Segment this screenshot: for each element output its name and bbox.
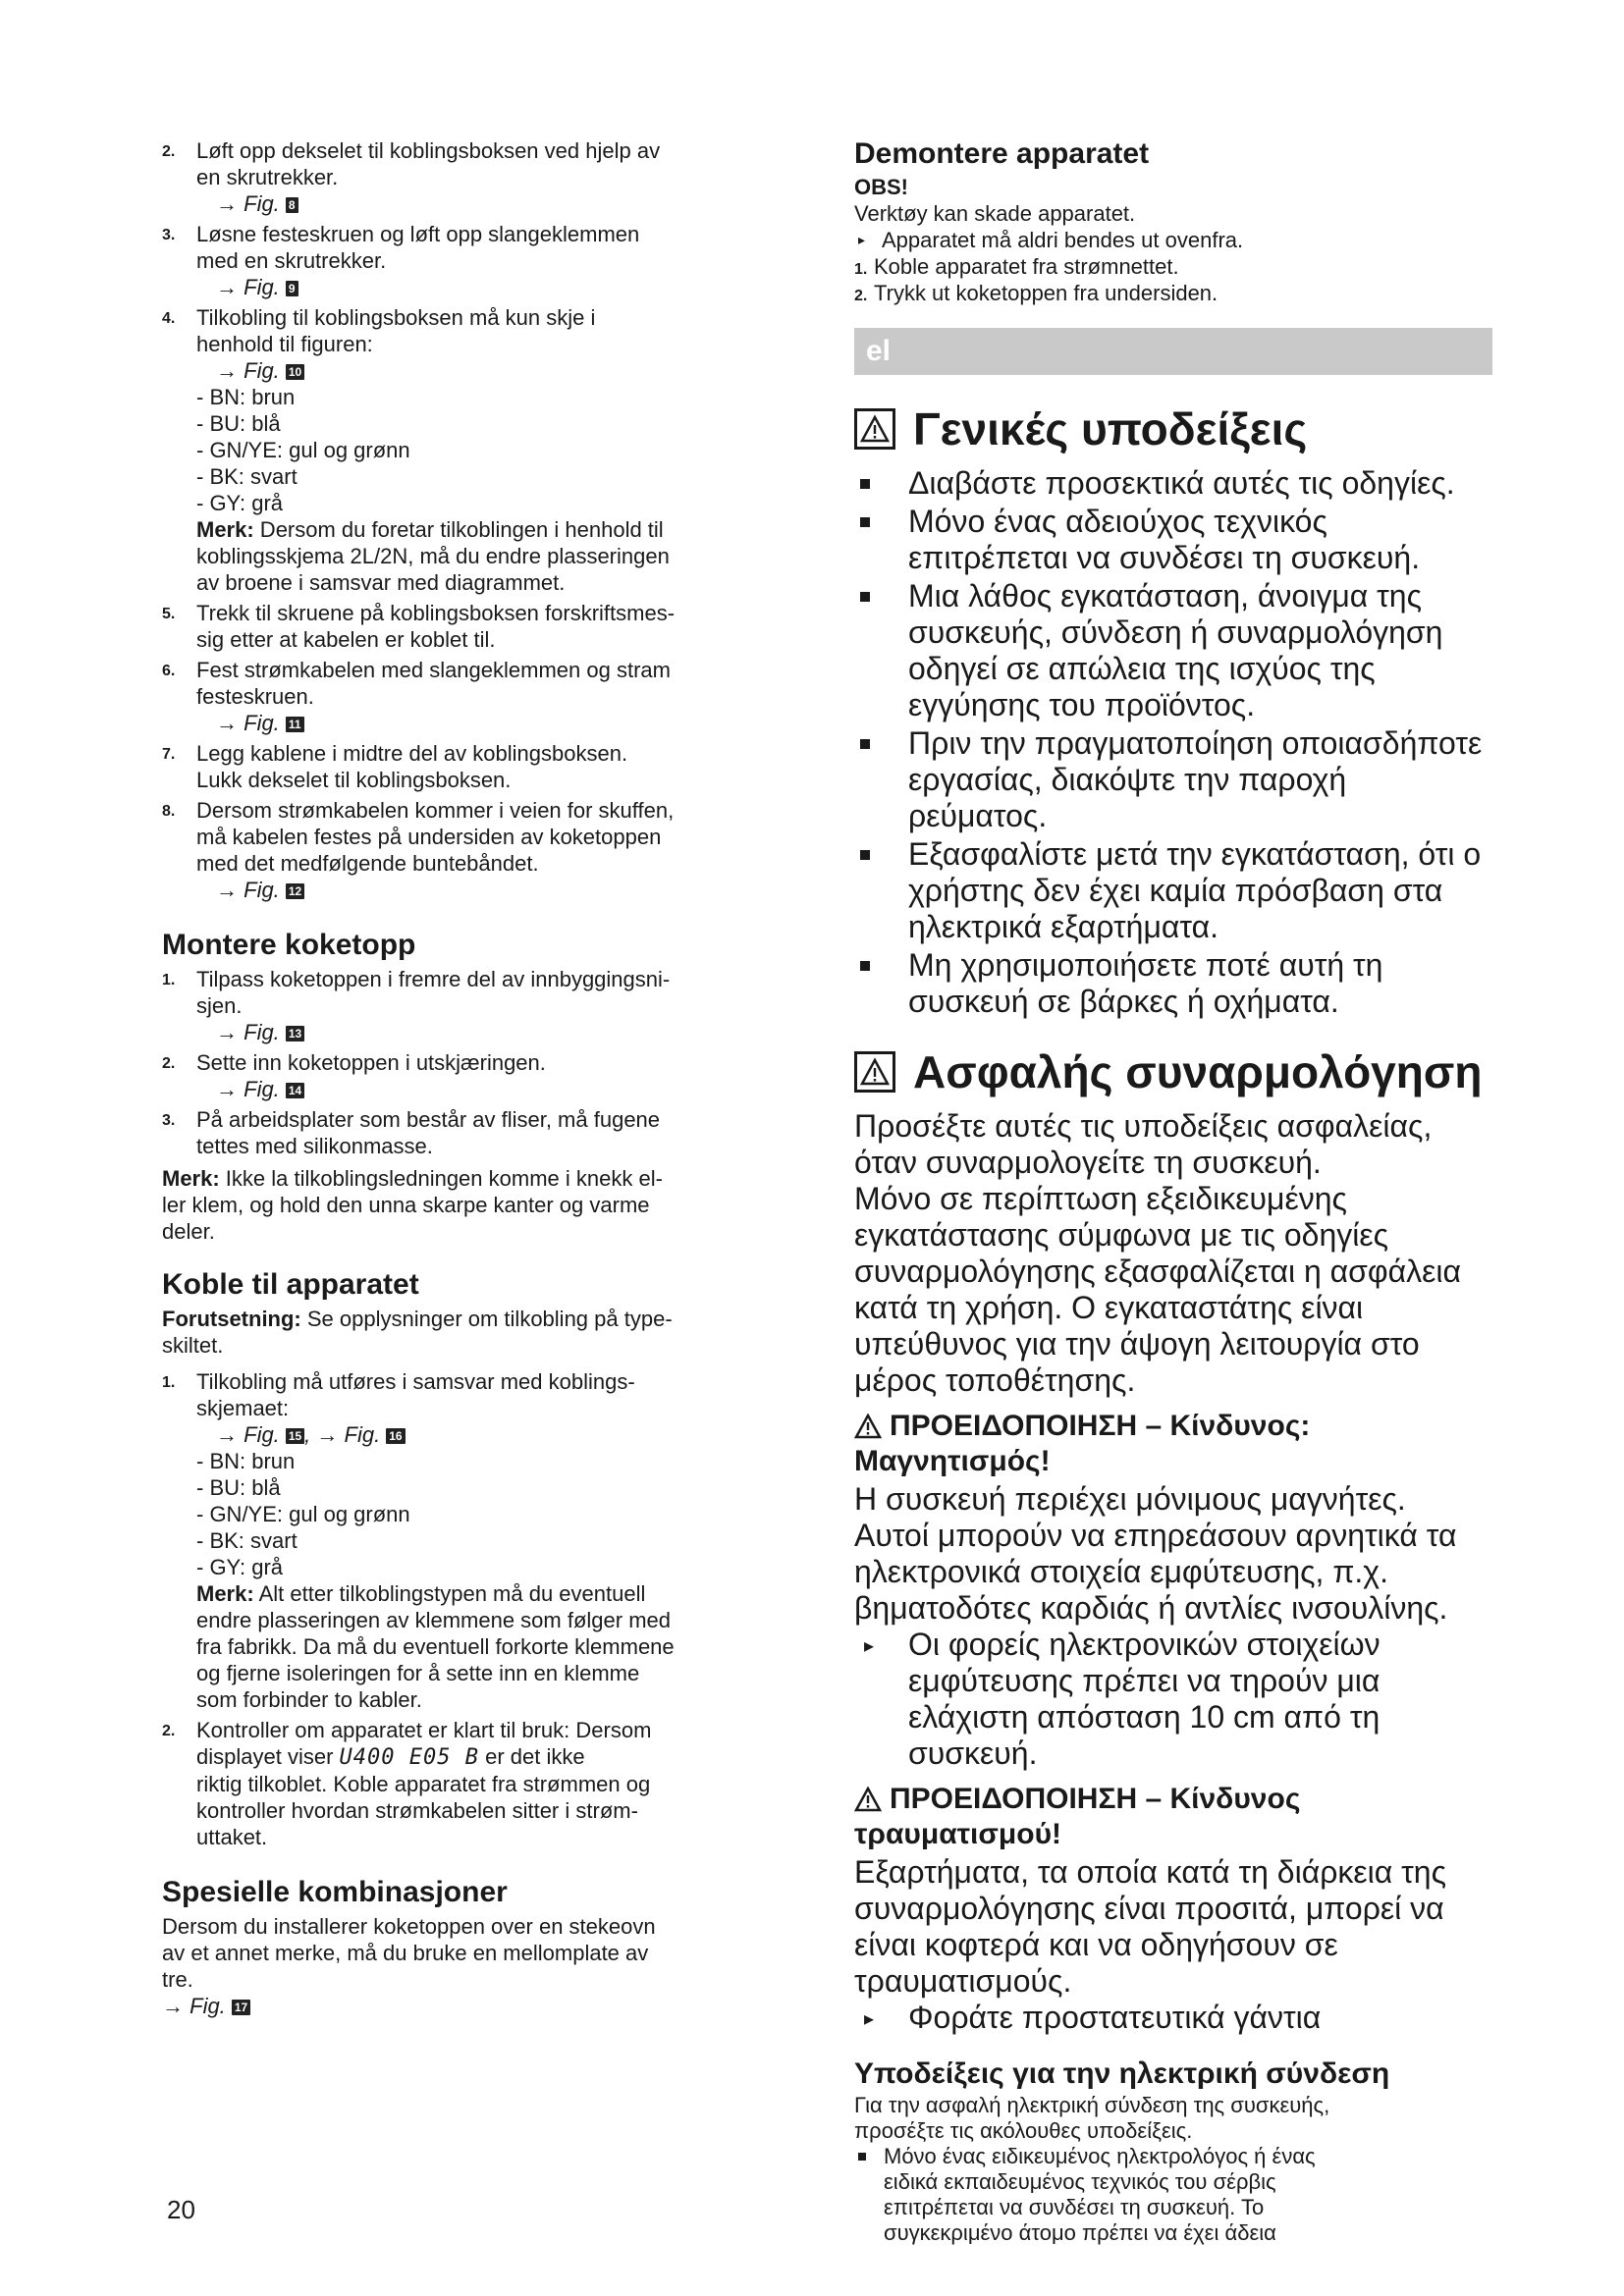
warning-heading	[854, 1782, 1492, 1852]
note-text-line: og fjerne isoleringen for å sette inn en klemme	[196, 1661, 640, 1685]
arrow-icon: →	[216, 711, 244, 735]
display-code: U400	[339, 1745, 409, 1770]
step-text-line: Legg kablene i midtre del av koblingsboksen.	[196, 741, 628, 766]
step-text-line: Fest strømkabelen med slangeklemmen og stram	[196, 658, 671, 682]
paragraph-line: Μόνο σε περίπτωση εξειδικευμένης	[854, 1181, 1347, 1216]
warning-heading-text: τραυματισμού!	[854, 1818, 1062, 1850]
list-item-line: συσκευή σε βάρκες ή οχήματα.	[908, 984, 1339, 1019]
note-label: Merk:	[162, 1166, 220, 1191]
paragraph-line: Για την ασφαλή ηλεκτρική σύνδεση της συσκευής,	[854, 2093, 1330, 2117]
section-paragraph	[854, 1108, 1492, 1399]
list-item-line: ειδικά εκπαιδευμένος τεχνικός του σέρβις	[884, 2169, 1276, 2194]
step-text: Trykk ut koketoppen fra undersiden.	[874, 281, 1218, 305]
paragraph-line: μέρος τοποθέτησης.	[854, 1362, 1136, 1398]
figure-number-badge: 11	[286, 717, 304, 732]
step-number: 1.	[162, 1374, 176, 1391]
step-text-line: Tilkobling til koblingsboksen må kun skje i	[196, 305, 596, 330]
step-text-line: med en skrutrekker.	[196, 248, 387, 273]
note	[162, 1165, 790, 1245]
step-text-line: Løsne festeskruen og løft opp slangeklemmen	[196, 222, 640, 246]
list-item-line: ηλεκτρικά εξαρτήματα.	[908, 909, 1218, 944]
note-text-line: deler.	[162, 1219, 215, 1244]
step-text-line: henhold til figuren:	[196, 332, 373, 356]
right-column	[854, 137, 1492, 2246]
figure-number-badge: 14	[286, 1083, 304, 1098]
bullet-list	[854, 465, 1492, 1020]
figure-number-badge: 12	[286, 883, 304, 899]
figure-label: Fig.	[244, 1020, 280, 1044]
step-number: 3.	[162, 227, 176, 243]
list-item	[854, 465, 1492, 502]
instruction-item	[854, 1627, 1492, 1772]
list-item-line: Πριν την πραγματοποίηση οποιασδήποτε	[908, 725, 1483, 761]
step-text-line: Løft opp dekselet til koblingsboksen ved hjelp av	[196, 138, 661, 163]
step-text: displayet viser	[196, 1744, 340, 1769]
paragraph-line: προσέξτε τις ακόλουθες υποδείξεις.	[854, 2118, 1193, 2143]
figure-reference	[196, 357, 790, 384]
figure-number-badge: 9	[286, 281, 298, 296]
triangle-bullet-icon: ▸	[864, 2008, 875, 2030]
list-item-line: εργασίας, διακόψτε την παροχή ρεύματος.	[908, 762, 1347, 833]
numbered-step	[162, 304, 790, 596]
step-text-line	[196, 1743, 790, 1771]
step-number: 2.	[162, 1723, 176, 1739]
figure-number-badge: 15	[286, 1428, 304, 1444]
numbered-step	[162, 600, 790, 653]
step-number: 6.	[162, 663, 176, 679]
warning-body-line: είναι κοφτερά και να οδηγήσουν σε	[854, 1927, 1338, 1962]
section-heading: Montere koketopp	[162, 929, 416, 961]
wire-color-item: - BU: blå	[196, 411, 281, 436]
arrow-icon: →	[216, 878, 244, 902]
step-text-line: uttaket.	[196, 1825, 268, 1849]
spacer	[162, 1359, 790, 1368]
arrow-icon: →	[216, 1422, 244, 1447]
instruction-line: Οι φορείς ηλεκτρονικών στοιχείων	[908, 1627, 1380, 1662]
wire-color-item: - GY: grå	[196, 1555, 284, 1579]
square-bullet-icon	[858, 2153, 866, 2161]
warning-icon	[854, 1051, 895, 1093]
triangle-bullet-icon: ▸	[858, 232, 866, 247]
prerequisite-label: Forutsetning:	[162, 1307, 301, 1331]
step-text-line: Trekk til skruene på koblingsboksen forskriftsmes-	[196, 601, 676, 625]
figure-reference	[196, 1076, 790, 1102]
wire-color-item: - BU: blå	[196, 1475, 281, 1500]
warning-triangle-icon	[854, 1783, 890, 1815]
figure-number-badge: 13	[286, 1026, 304, 1041]
square-bullet-icon	[860, 479, 870, 489]
warning-body-line: Αυτοί μπορούν να επηρεάσουν αρνητικά τα	[854, 1518, 1457, 1553]
figure-label: Fig.	[244, 1422, 280, 1447]
arrow-icon: →	[216, 1077, 244, 1101]
left-column	[162, 137, 790, 2019]
warning-triangle-icon	[854, 1410, 890, 1442]
numbered-step	[162, 1106, 790, 1159]
square-bullet-icon	[860, 592, 870, 602]
numbered-step	[162, 1049, 790, 1102]
wire-color-item: - GY: grå	[196, 491, 284, 515]
step-text-line: sjen.	[196, 993, 243, 1018]
note-text-line: Ikke la tilkoblingsledningen komme i knekk el-	[219, 1166, 663, 1191]
numbered-step	[162, 137, 790, 217]
warning-body-line: συναρμολόγησης είναι προσιτά, μπορεί να	[854, 1891, 1444, 1926]
step-text: er det ikke	[478, 1744, 585, 1769]
step-text-line: skjemaet:	[196, 1396, 290, 1420]
paragraph-line: Dersom du installerer koketoppen over en stekeovn	[162, 1914, 656, 1939]
step-text-line: festeskruen.	[196, 684, 314, 709]
figure-label: Fig.	[244, 358, 280, 383]
figure-label: Fig.	[189, 1994, 226, 2018]
section-heading: Demontere apparatet	[854, 137, 1150, 170]
instruction-item	[854, 227, 1492, 253]
note	[196, 516, 790, 596]
list-item-line: Μόνο ένας αδειούχος τεχνικός	[908, 504, 1327, 539]
warning-heading-line	[854, 1817, 1492, 1852]
list-item-line: Μια λάθος εγκατάσταση, άνοιγμα της	[908, 578, 1422, 614]
bullet-list	[854, 2144, 1492, 2246]
step-text-line: må kabelen festes på undersiden av koketoppen	[196, 825, 662, 849]
step-number: 1.	[162, 972, 176, 988]
warning-icon	[854, 408, 895, 450]
step-text-line: riktig tilkoblet. Koble apparatet fra strømmen og	[196, 1772, 651, 1796]
figure-reference	[162, 1993, 790, 2019]
step-number: 2.	[854, 288, 868, 304]
wire-color-item: - GN/YE: gul og grønn	[196, 438, 410, 462]
numbered-step	[162, 657, 790, 736]
section-heading	[854, 402, 1492, 455]
paragraph-line: tre.	[162, 1967, 193, 1992]
figure-reference	[196, 877, 790, 903]
list-item	[854, 578, 1492, 723]
step-text-line: Dersom strømkabelen kommer i veien for skuffen,	[196, 798, 675, 823]
arrow-icon: →	[216, 275, 244, 299]
prerequisite	[162, 1306, 790, 1359]
warning-heading-text: Μαγνητισμός!	[854, 1445, 1051, 1477]
step-text-line: sig etter at kabelen er koblet til.	[196, 627, 496, 652]
wire-color-item: - BK: svart	[196, 1528, 298, 1553]
figure-number-badge: 17	[232, 2000, 250, 2015]
step-number: 8.	[162, 803, 176, 820]
section-paragraph	[162, 1913, 790, 2019]
figure-reference	[196, 710, 790, 736]
list-item-line: Διαβάστε προσεκτικά αυτές τις οδηγίες.	[908, 465, 1455, 501]
list-item-line: επιτρέπεται να συνδέσει τη συσκευή. Το	[884, 2195, 1265, 2219]
warning-heading-line	[854, 1409, 1492, 1444]
step-number: 3.	[162, 1112, 176, 1129]
note-text-line: fra fabrikk. Da må du eventuell forkorte klemmene	[196, 1634, 675, 1659]
section-heading: Υποδείξεις για την ηλεκτρική σύνδεση	[854, 2057, 1390, 2090]
numbered-step	[162, 221, 790, 300]
list-item-line: επιτρέπεται να συνδέσει τη συσκευή.	[908, 540, 1421, 575]
list-item-line: Εξασφαλίστε μετά την εγκατάσταση, ότι ο	[908, 836, 1482, 872]
list-item-line: χρήστης δεν έχει καμία πρόσβαση στα	[908, 873, 1443, 908]
instruction-line: ελάχιστη απόσταση 10 cm από τη	[908, 1699, 1380, 1735]
arrow-icon: →	[216, 191, 244, 216]
warning-body-line: Εξαρτήματα, τα οποία κατά τη διάρκεια της	[854, 1854, 1447, 1890]
square-bullet-icon	[860, 961, 870, 971]
figure-number-badge: 16	[386, 1428, 405, 1444]
warning-body-line: τραυματισμούς.	[854, 1963, 1072, 1999]
warning-heading-line	[854, 1444, 1492, 1479]
instruction-item	[854, 2000, 1492, 2036]
numbered-step	[162, 1368, 790, 1713]
figure-label: Fig.	[344, 1422, 381, 1447]
warning-body-line: βηματοδότες καρδιάς ή αντλίες ινσουλίνης.	[854, 1590, 1448, 1626]
numbered-step	[854, 280, 1492, 306]
paragraph-line: συναρμολόγησης εξασφαλίζεται η ασφάλεια	[854, 1254, 1462, 1289]
instruction-line: εμφύτευσης πρέπει να τηρούν μια	[908, 1663, 1380, 1698]
numbered-step	[162, 797, 790, 903]
list-item-line: συσκευής, σύνδεση ή συναρμολόγηση	[908, 614, 1443, 650]
step-number: 5.	[162, 606, 176, 622]
paragraph-line: εγκατάστασης σύμφωνα με τις οδηγίες	[854, 1217, 1389, 1253]
prerequisite-text-line: skiltet.	[162, 1333, 224, 1358]
numbered-step	[162, 1717, 790, 1850]
step-text-line: kontroller hvordan strømkabelen sitter i strøm-	[196, 1798, 638, 1823]
figure-label: Fig.	[244, 1077, 280, 1101]
step-text-line: Sette inn koketoppen i utskjæringen.	[196, 1050, 546, 1075]
note	[196, 1580, 790, 1713]
figure-label: Fig.	[244, 878, 280, 902]
warning-heading-line	[854, 1782, 1492, 1817]
note-text-line: koblingsskjema 2L/2N, må du endre plasseringen	[196, 544, 670, 568]
step-number: 2.	[162, 143, 176, 160]
note-text-line: ler klem, og hold den unna skarpe kanter og varme	[162, 1193, 650, 1217]
list-item	[854, 947, 1492, 1020]
triangle-bullet-icon: ▸	[864, 1635, 875, 1657]
figure-label: Fig.	[244, 191, 280, 216]
wire-color-item: - GN/YE: gul og grønn	[196, 1502, 410, 1526]
step-text-line: en skrutrekker.	[196, 165, 339, 189]
figure-reference	[196, 1421, 790, 1448]
note-text-line: av broene i samsvar med diagrammet.	[196, 570, 566, 595]
square-bullet-icon	[860, 517, 870, 527]
warning-heading-text: ΠΡΟΕΙΔΟΠΟΙΗΣΗ – Κίνδυνος	[890, 1783, 1301, 1815]
paragraph-line: όταν συναρμολογείτε τη συσκευή.	[854, 1145, 1322, 1180]
list-item	[854, 725, 1492, 834]
list-item-line: Μη χρησιμοποιήσετε ποτέ αυτή τη	[908, 947, 1383, 983]
instruction-line: συσκευή.	[908, 1735, 1038, 1771]
step-text-line: Tilkobling må utføres i samsvar med koblings-	[196, 1369, 635, 1394]
step-text-line: Lukk dekselet til koblingsboksen.	[196, 768, 512, 792]
note-text-line: Dersom du foretar tilkoblingen i henhold til	[253, 517, 664, 542]
note-text-line: endre plasseringen av klemmene som følger med	[196, 1608, 672, 1632]
section-paragraph	[854, 2093, 1492, 2144]
caution-text: Verktøy kan skade apparatet.	[854, 201, 1136, 226]
square-bullet-icon	[860, 850, 870, 860]
section-heading	[854, 1045, 1492, 1098]
paragraph-line: Προσέξτε αυτές τις υποδείξεις ασφαλείας,	[854, 1108, 1433, 1144]
figure-separator: , →	[304, 1422, 345, 1447]
numbered-step	[162, 966, 790, 1045]
warning-body-line: Η συσκευή περιέχει μόνιμους μαγνήτες.	[854, 1481, 1406, 1517]
figure-number-badge: 8	[286, 197, 298, 213]
arrow-icon: →	[162, 1994, 190, 2018]
list-item	[854, 504, 1492, 576]
warning-heading	[854, 1409, 1492, 1479]
note-text-line: som forbinder to kabler.	[196, 1687, 422, 1712]
list-item-line: Μόνο ένας ειδικευμένος ηλεκτρολόγος ή ένας	[884, 2144, 1316, 2168]
step-text-line: Kontroller om apparatet er klart til bruk: Dersom	[196, 1718, 652, 1742]
arrow-icon: →	[216, 358, 244, 383]
paragraph-line: κατά τη χρήση. Ο εγκαταστάτης είναι	[854, 1290, 1364, 1325]
list-item	[854, 2144, 1492, 2246]
arrow-icon: →	[216, 1020, 244, 1044]
heading-text: Ασφαλής συναρμολόγηση	[913, 1046, 1483, 1097]
warning-body	[854, 1481, 1492, 1627]
section-heading: Koble til apparatet	[162, 1268, 419, 1301]
prerequisite-text-line: Se opplysninger om tilkobling på type-	[300, 1307, 673, 1331]
paragraph-line: av et annet merke, må du bruke en mellomplate av	[162, 1941, 649, 1965]
caution-label: OBS!	[854, 175, 908, 199]
page-number: 20	[167, 2195, 195, 2224]
paragraph-line: υπεύθυνος για την άψογη λειτουργία στο	[854, 1326, 1420, 1362]
numbered-step	[162, 740, 790, 793]
step-number: 1.	[854, 261, 868, 278]
step-text-line: På arbeidsplater som består av fliser, må fugene	[196, 1107, 661, 1132]
list-item	[854, 836, 1492, 945]
square-bullet-icon	[860, 739, 870, 749]
language-code-bar: el	[854, 328, 1492, 375]
step-text-line: med det medfølgende buntebåndet.	[196, 851, 539, 876]
note-text-line: Alt etter tilkoblingstypen må du eventuell	[253, 1581, 646, 1606]
instruction-text: Apparatet må aldri bendes ut ovenfra.	[882, 228, 1244, 252]
list-item-line: εγγύησης του προϊόντος.	[908, 687, 1256, 722]
list-item-line: οδηγεί σε απώλεια της ισχύος της	[908, 651, 1376, 686]
wire-color-item: - BN: brun	[196, 385, 296, 409]
section-heading: Spesielle kombinasjoner	[162, 1876, 508, 1908]
warning-body-line: ηλεκτρονικά στοιχεία εμφύτευσης, π.χ.	[854, 1554, 1388, 1589]
list-item-line: συγκεκριμένο άτομο πρέπει να έχει άδεια	[884, 2220, 1276, 2245]
step-number: 2.	[162, 1055, 176, 1072]
figure-label: Fig.	[244, 711, 280, 735]
step-number: 4.	[162, 310, 176, 327]
wire-color-item: - BN: brun	[196, 1449, 296, 1473]
heading-text: Γενικές υποδείξεις	[913, 403, 1308, 454]
warning-body	[854, 1854, 1492, 2000]
numbered-step	[854, 253, 1492, 280]
wire-color-item: - BK: svart	[196, 464, 298, 489]
step-text-line: Tilpass koketoppen i fremre del av innbyggingsni-	[196, 967, 671, 991]
display-code: E05 B	[408, 1745, 479, 1770]
note-label: Merk:	[196, 517, 254, 542]
figure-reference	[196, 274, 790, 300]
figure-number-badge: 10	[286, 364, 304, 380]
step-text: Koble apparatet fra strømnettet.	[874, 254, 1179, 279]
step-text-line: tettes med silikonmasse.	[196, 1134, 433, 1158]
figure-reference	[196, 1019, 790, 1045]
step-number: 7.	[162, 746, 176, 763]
figure-label: Fig.	[244, 275, 280, 299]
instruction-text: Φοράτε προστατευτικά γάντια	[908, 2000, 1322, 2035]
warning-heading-text: ΠΡΟΕΙΔΟΠΟΙΗΣΗ – Κίνδυνος:	[890, 1410, 1311, 1442]
figure-reference	[196, 190, 790, 217]
note-label: Merk:	[196, 1581, 254, 1606]
